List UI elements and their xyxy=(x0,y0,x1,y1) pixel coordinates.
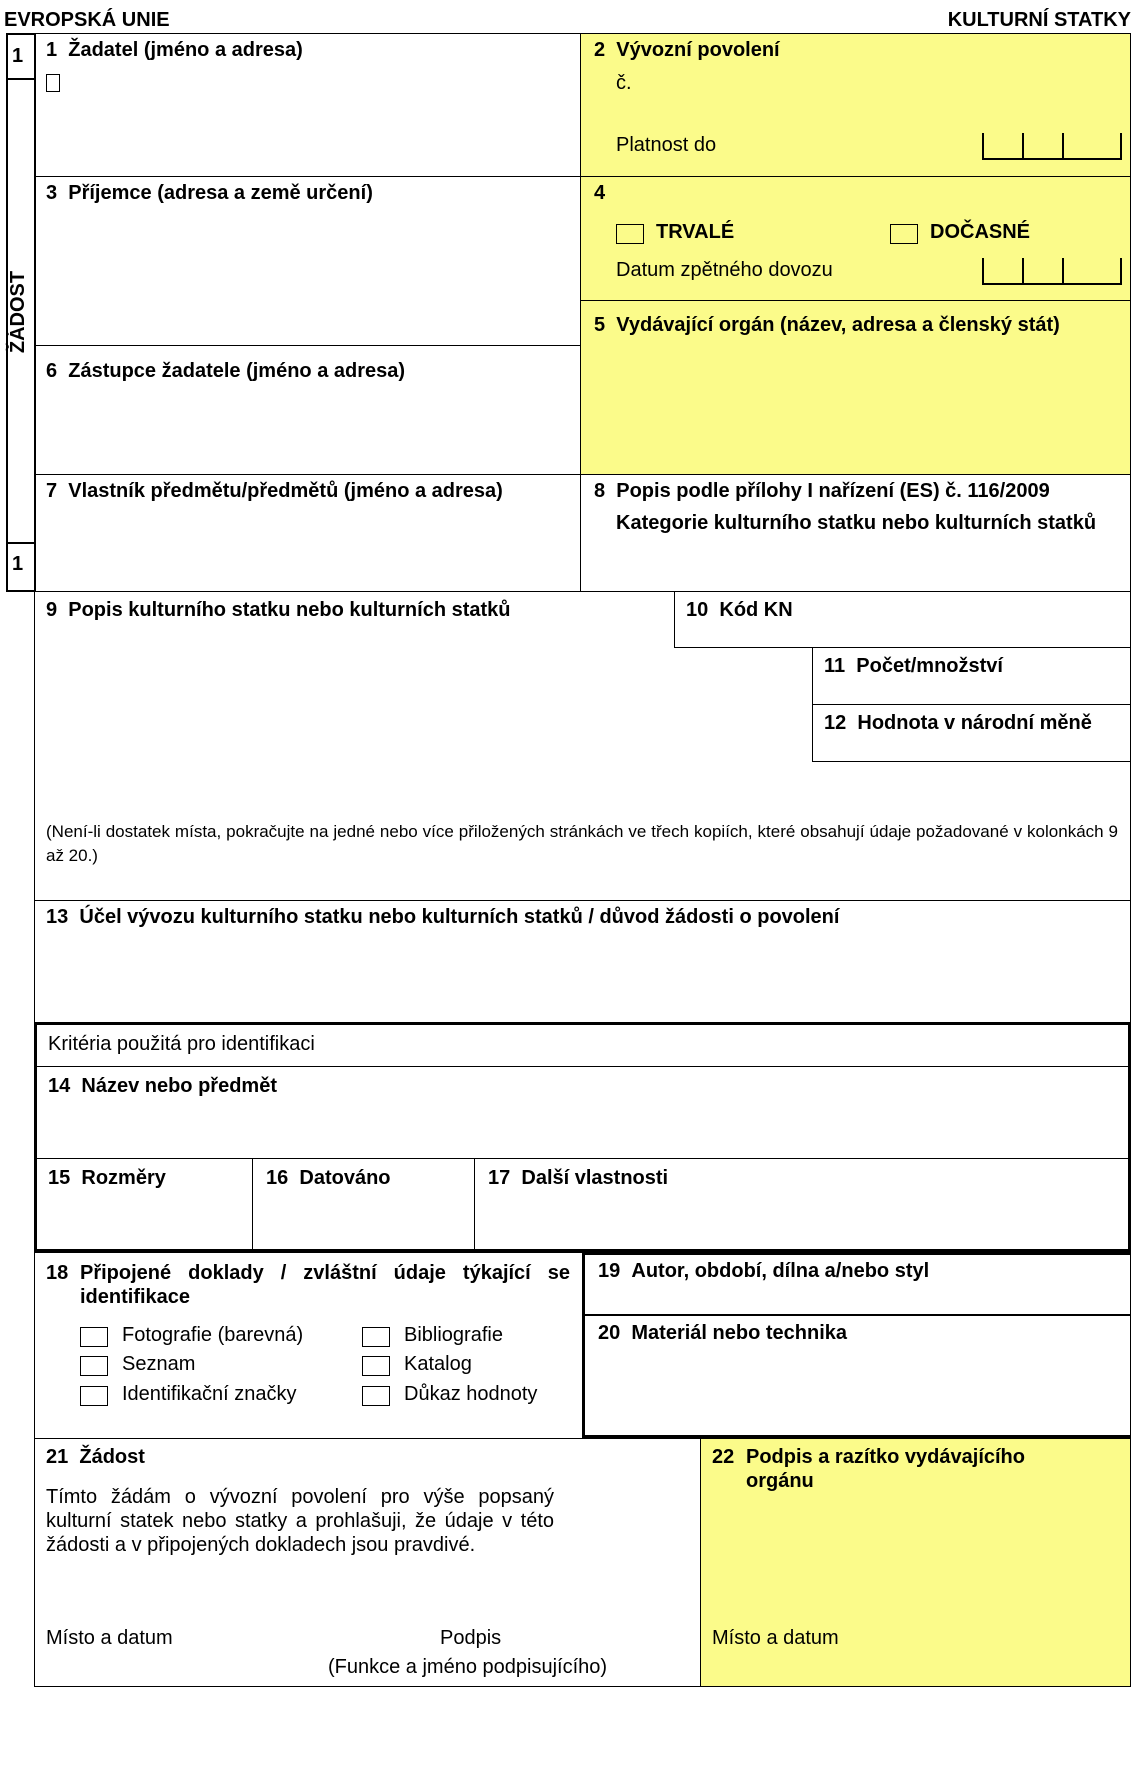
box16-label: 16 Datováno xyxy=(266,1167,391,1189)
box22-num: 22 xyxy=(712,1446,735,1468)
box11-label: 11 Počet/množství xyxy=(824,655,1003,677)
criteria-box xyxy=(34,1022,1131,1252)
box2-c-label: č. xyxy=(616,72,632,94)
box5-label: 5 Vydávající orgán (název, adresa a členský stát) xyxy=(594,314,1060,336)
option-value-proof: Důkaz hodnoty xyxy=(404,1383,538,1405)
box1-label: 1 Žadatel (jméno a adresa) xyxy=(46,39,303,61)
reimport-date-label: Datum zpětného dovozu xyxy=(616,259,833,281)
box2-yellow-area xyxy=(580,34,1130,474)
box13-label: 13 Účel vývozu kulturního statku nebo kulturních statků / důvod žádosti o povolení xyxy=(46,906,840,928)
option-list: Seznam xyxy=(122,1353,196,1375)
value-proof-checkbox[interactable] xyxy=(362,1386,390,1406)
criteria-label: Kritéria použitá pro identifikaci xyxy=(48,1033,315,1055)
box7-label: 7 Vlastník předmětu/předmětů (jméno a adresa) xyxy=(46,480,503,502)
box21-place-date: Místo a datum xyxy=(46,1627,173,1649)
box9-label: 9 Popis kulturního statku nebo kulturních statků xyxy=(46,599,511,621)
list-checkbox[interactable] xyxy=(80,1356,108,1376)
option-photo: Fotografie (barevná) xyxy=(122,1324,304,1346)
box8-sublabel: Kategorie kulturního statku nebo kulturních statků xyxy=(616,512,1097,534)
option-marks: Identifikační značky xyxy=(122,1383,297,1405)
side-number-top: 1 xyxy=(12,45,24,67)
permanent-label: TRVALÉ xyxy=(656,221,735,243)
box15-label: 15 Rozměry xyxy=(48,1167,166,1189)
box21-signature: Podpis xyxy=(440,1627,502,1649)
box17-label: 17 Další vlastnosti xyxy=(488,1167,669,1189)
box3-label: 3 Příjemce (adresa a země určení) xyxy=(46,182,373,204)
box1-checkbox[interactable] xyxy=(46,74,60,92)
temporary-label: DOČASNÉ xyxy=(930,221,1031,243)
box12-label: 12 Hodnota v národní měně xyxy=(824,712,1092,734)
box10-label: 10 Kód KN xyxy=(686,599,793,621)
header-left: EVROPSKÁ UNIE xyxy=(4,9,170,31)
header-right: KULTURNÍ STATKY xyxy=(947,9,1131,31)
box19-label: 19 Autor, období, dílna a/nebo styl xyxy=(598,1260,930,1282)
option-catalog: Katalog xyxy=(404,1353,472,1375)
permanent-checkbox[interactable] xyxy=(616,224,644,244)
box8-label: 8 Popis podle přílohy I nařízení (ES) č. 116/2009 xyxy=(594,480,1050,502)
box2-valid-date-field[interactable] xyxy=(982,133,1122,159)
box21-text: Tímto žádám o vývozní povolení pro výše popsaný kulturní statek nebo statky a prohlašuji, že údaje v této žádosti a v připojených dokladech jsou pravdivé. xyxy=(46,1486,554,1556)
box21-label: 21 Žádost xyxy=(46,1446,145,1468)
box9-note: (Není-li dostatek místa, pokračujte na jedné nebo více přiložených stránkách ve třech kopiích, které obsahují údaje požadované v kolonkách 9 až 20.) xyxy=(46,822,1118,865)
box18-label: Připojené doklady / zvláštní údaje týkající se identifikace xyxy=(80,1262,570,1308)
catalog-checkbox[interactable] xyxy=(362,1356,390,1376)
box2-label: 2 Vývozní povolení xyxy=(594,39,780,61)
box18-num: 18 xyxy=(46,1262,69,1284)
side-label: ŽÁDOST xyxy=(7,270,30,354)
box22-place-date: Místo a datum xyxy=(712,1627,839,1649)
side-number-bottom: 1 xyxy=(12,553,24,575)
box4-num: 4 xyxy=(594,182,606,204)
photo-checkbox[interactable] xyxy=(80,1327,108,1347)
box14-label: 14 Název nebo předmět xyxy=(48,1075,277,1097)
reimport-date-field[interactable] xyxy=(982,258,1122,284)
box20-label: 20 Materiál nebo technika xyxy=(598,1322,847,1344)
box22-label: Podpis a razítko vydávajícího orgánu xyxy=(746,1446,1025,1492)
box2-valid-label: Platnost do xyxy=(616,134,717,156)
box21-function: (Funkce a jméno podpisujícího) xyxy=(328,1656,608,1678)
marks-checkbox[interactable] xyxy=(80,1386,108,1406)
bibliography-checkbox[interactable] xyxy=(362,1327,390,1347)
option-bibliography: Bibliografie xyxy=(404,1324,503,1346)
box6-label: 6 Zástupce žadatele (jméno a adresa) xyxy=(46,360,406,382)
temporary-checkbox[interactable] xyxy=(890,224,918,244)
